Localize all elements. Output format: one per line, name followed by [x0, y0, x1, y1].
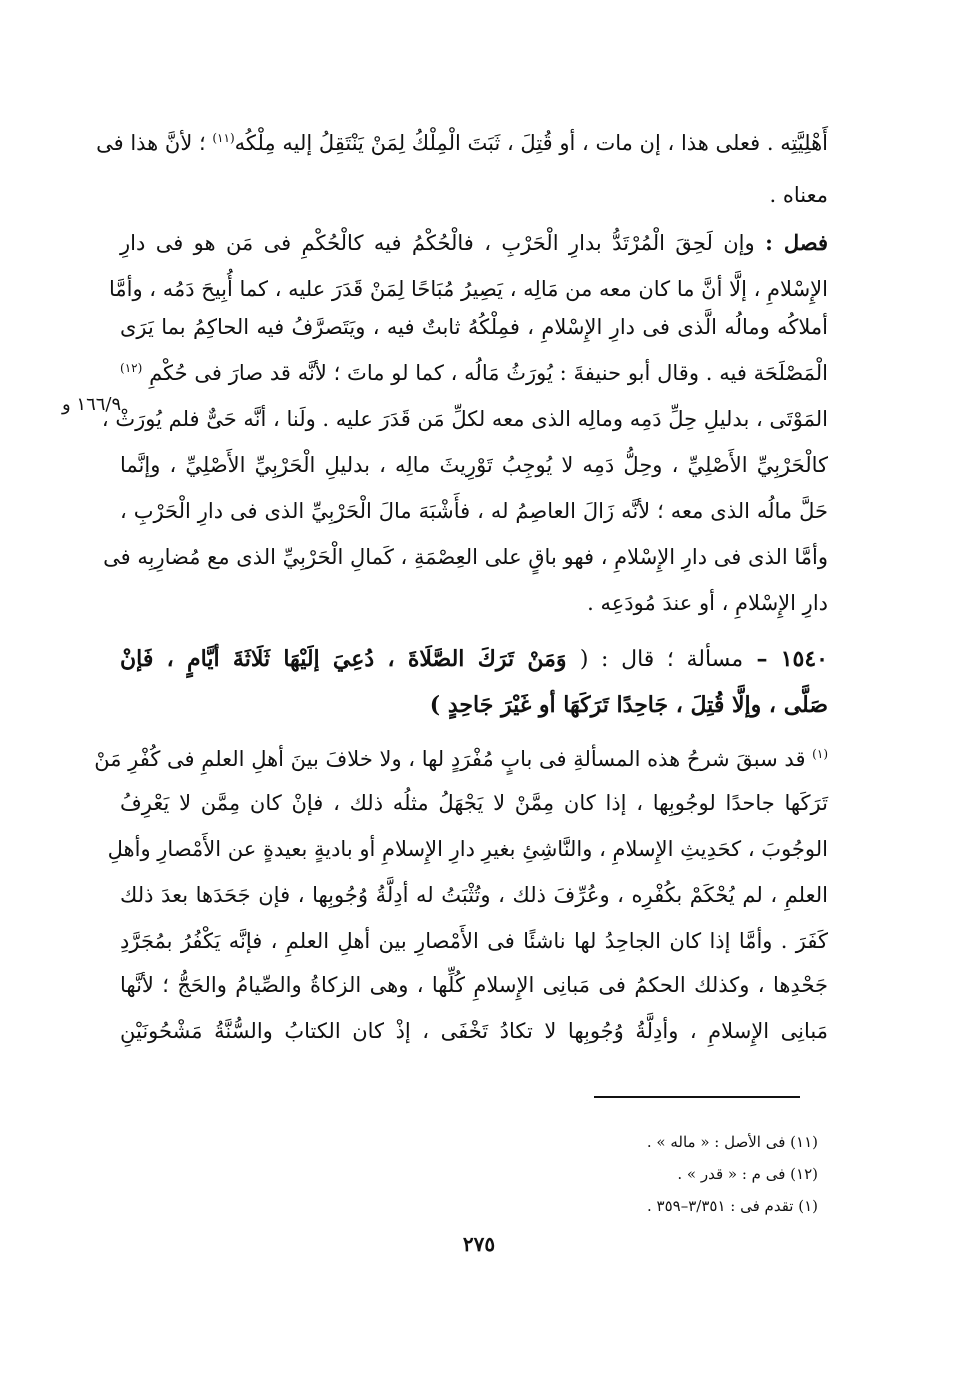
issue-heading-line-1: [120, 636, 828, 682]
footnote-1: (١) تقدم فى : ٣/٣٥١–٣٥٩ .: [647, 1197, 818, 1215]
body-line-20: [120, 1008, 828, 1054]
line-text: وإن لَحِقَ الْمُرْتَدُّ بدارِ الْحَرْبِ ، فالْحُكْمُ فيه كالْحُكْمِ فى مَن هو فى دارِ: [120, 231, 755, 255]
line-text: أملاكُه ومالُه الَّذى فى دارِ الإِسْلامِ ، فمِلْكُهُ ثابتٌ فيه ، ويَتَصرَّفُ فيه الحاكِمُ بما يَرَى: [120, 315, 828, 339]
issue-heading-line-2: [120, 682, 828, 728]
line-text: العلمِ ، لم يُحْكَمْ بكُفْرِه ، وعُرِّفَ ذلك ، وتُثْبَتُ له أدِلَّةُ وُجُوبِها ، فإن جَحَدَها بعدَ ذلك: [120, 883, 828, 907]
footnote-ref-12: (١٢): [120, 361, 143, 375]
line-text: وأمَّا الذى فى دارِ الإِسْلامِ ، فهو باقٍ على العِصْمَةِ ، كَمالِ الْحَرْبِيِّ الذى مع مُضارِبِه فى: [103, 545, 828, 569]
line-text: المَوْتَى ، بدليلِ حِلِّ دَمِه ومالِه الذى معه لكلِّ مَن قَدَرَ عليه . ولَنا ، أنَّه حَىٌّ فلم يُورَثْ ،: [101, 407, 828, 431]
issue-lead: مسألة ؛ قال : (: [579, 647, 744, 672]
page-number: ٢٧٥: [462, 1232, 496, 1256]
body-line-19: [120, 962, 828, 1008]
footnote-divider: [594, 1096, 800, 1098]
line-text: كالْحَرْبِيِّ الأَصْلِيِّ ، وحِلُّ دَمِه لا يُوجِبُ تَوْرِيثَ مالِه ، بدليلِ الْحَرْبِيِّ الأَصْلِيِّ ، وإنَّما: [120, 453, 828, 477]
footnote-11: (١١) فى الأصل : « ماله » .: [646, 1133, 818, 1151]
line-text: حَلَّ مالُه الذى معه ؛ لأنَّه زَالَ العاصِمُ له ، فأَشْبَهَ مالَ الْحَرْبِيِّ الذى فى دارِ الْحَرْبِ ،: [120, 499, 828, 523]
body-line-10: [103, 534, 828, 580]
body-line-8: [120, 442, 828, 488]
body-line-14: [94, 736, 828, 782]
footnote-12: (١٢) فى م : « قدر » .: [677, 1165, 818, 1183]
body-line-17: [120, 872, 828, 918]
line-text: قد سبقَ شرحُ هذه المسألةِ فى بابٍ مُفْرَدٍ لها ، ولا خلافَ بينَ أهلِ العلمِ فى كُفْرِ مَنْ: [94, 747, 806, 771]
margin-manuscript-reference: ١٦٦/٩ و: [62, 394, 122, 415]
body-line-1: [96, 120, 828, 166]
body-line-7: [101, 396, 828, 442]
body-line-15: [120, 780, 828, 826]
body-line-9: [120, 488, 828, 534]
line-text: أَهْلِيَّتِه . فعلى هذا ، إن مات ، أو قُتِلَ ، ثَبَتَ الْمِلْكُ لِمَنْ يَنْتَقِلُ إليه مِلْكُه$^{(١١)}$ ؛ لأنَّ هذا فى: [96, 131, 828, 155]
line-text: دارِ الإِسْلامِ ، أو عندَ مُودَعِه .: [587, 591, 828, 615]
line-text: مَبانِى الإِسلامِ ، وأدِلَّةُ وُجُوبِها لا تكادُ تَخْفَى ، إذْ كان الكتابُ والسُّنَّةُ مَشْحُونَيْنِ: [120, 1019, 828, 1043]
line-text: كَفَرَ . وأمَّا إذا كان الجاحِدُ لها ناشئًا فى الأَمْصارِ بين أهلِ العلمِ ، فإنَّه يَكْفُرُ بمُجَرَّدِ: [120, 929, 828, 953]
line-text: الْمَصْلَحَة فيه . وقال أبو حنيفةَ : يُورَثُ مَالُه ، كما لو ماتَ ؛ لأنَّه قد صارَ فى حُكْمِ: [149, 361, 828, 385]
body-line-16: [107, 826, 828, 872]
line-text: وَمَنْ تَرَكَ الصَّلَاةَ ، دُعِيَ إلَيْهَا ثَلَاثَةَ أيَّامٍ ، فَإنْ: [120, 646, 567, 672]
body-line-2: [120, 172, 828, 218]
section-label: فصل :: [765, 230, 828, 255]
body-line-11: [120, 580, 828, 626]
body-line-18: [120, 918, 828, 964]
body-line-3: [120, 220, 828, 266]
line-text: صَلَّى ، وإلَّا قُتِلَ ، جَاحِدًا تَرَكَهَا أو غَيْرَ جَاحِدٍ ): [429, 692, 828, 718]
line-text: تَرَكَها جاحدًا لوجُوبِها ، إذا كان مِمَّنْ لا يَجْهَلُ مثلُه ذلك ، فإنْ كان مِمَّن لا يَعْرِفُ: [120, 791, 828, 815]
line-text: معناه .: [769, 183, 828, 207]
body-line-6: [120, 350, 828, 396]
issue-number: ١٥٤٠ –: [756, 646, 828, 672]
footnote-ref-1: (١): [812, 747, 828, 761]
line-text: الوجُوبَ ، كحَدِيثِ الإِسلامِ ، والنَّاشِئِ بغيرِ دارِ الإِسلامِ أو باديةٍ بعيدةٍ عن الأَمْصارِ وأهلِ: [107, 837, 828, 861]
line-text: جَحْدِها ، وكذلك الحكمُ فى مَبانِى الإِسلامِ كُلِّها ، وهى الزكاةُ والصِّيامُ والحَجُّ ؛ لأنَّها: [120, 973, 828, 997]
body-line-5: [120, 304, 828, 350]
line-text: الإِسْلامِ ، إلَّا أنَّ ما كان معه من مَالِه ، يَصِيرُ مُبَاحًا لِمَنْ قَدَرَ عليه ، كما أُبِيحَ دَمُه ، وأمَّا: [108, 277, 828, 301]
footnote-ref-11: (١١): [212, 131, 235, 145]
